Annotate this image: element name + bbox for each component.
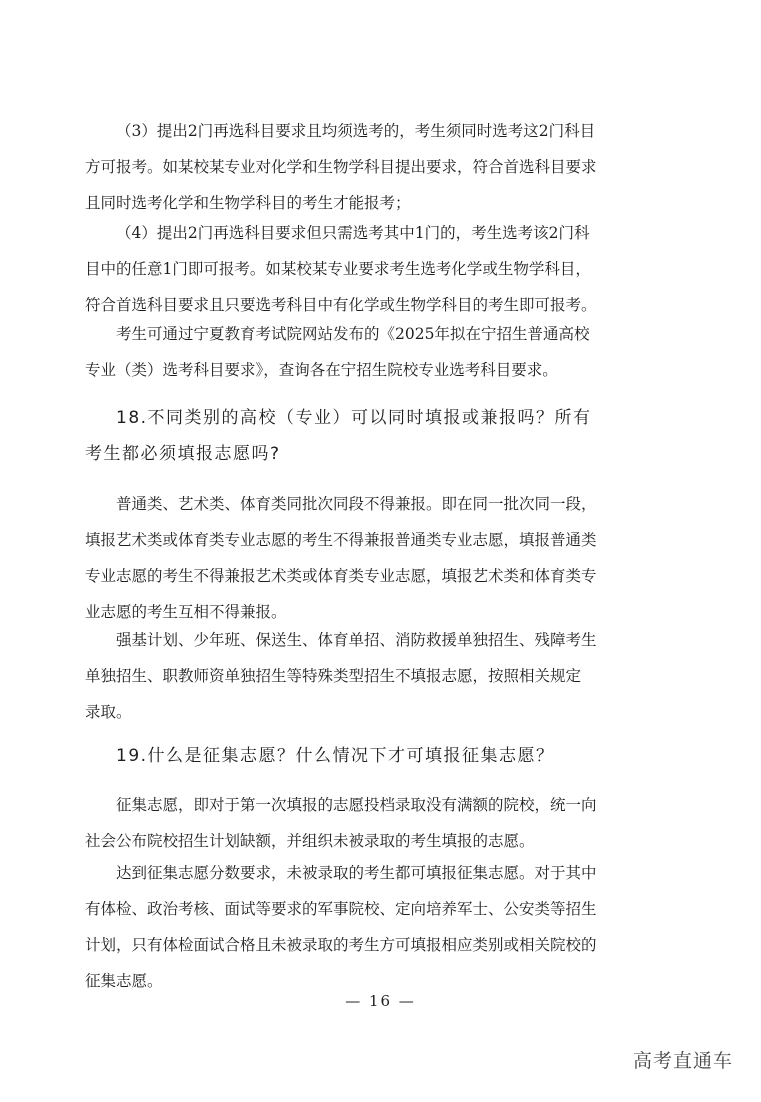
text-line: 普通类、艺术类、体育类同批次同段不得兼报。即在同一批次同一段， bbox=[116, 495, 597, 513]
page-number: — 16 — bbox=[345, 992, 416, 1010]
text-line: 填报艺术类或体育类专业志愿的考生不得兼报普通类专业志愿，填报普通类 bbox=[85, 531, 597, 549]
text-line: 征集志愿，即对于第一次填报的志愿投档录取没有满额的院校，统一向 bbox=[116, 796, 597, 814]
heading-line: 19.什么是征集志愿？什么情况下才可填报征集志愿？ bbox=[116, 746, 555, 766]
heading-line: 18.不同类别的高校（专业）可以同时填报或兼报吗？所有 bbox=[116, 408, 592, 428]
paragraph-query-note bbox=[85, 316, 640, 388]
text-line: 业志愿的考生互相不得兼报。 bbox=[85, 603, 287, 621]
paragraph-item-4 bbox=[85, 215, 640, 323]
text-line: 考生可通过宁夏教育考试院网站发布的《2025年拟在宁招生普通高校 bbox=[116, 325, 590, 343]
text-line: 目中的任意1门即可报考。如某校某专业要求考生选考化学或生物学科目， bbox=[85, 260, 591, 278]
text-line: 计划，只有体检面试合格且未被录取的考生方可填报相应类别或相关院校的 bbox=[85, 936, 597, 954]
text-line: 且同时选考化学和生物学科目的考生才能报考； bbox=[85, 194, 411, 212]
text-line: 单独招生、职教师资单独招生等特殊类型招生不填报志愿，按照相关规定 bbox=[85, 667, 582, 685]
question-heading-18 bbox=[85, 400, 645, 472]
text-line: 征集志愿。 bbox=[85, 972, 163, 990]
paragraph-special-admission bbox=[85, 622, 640, 730]
text-line: 达到征集志愿分数要求，未被录取的考生都可填报征集志愿。对于其中 bbox=[116, 864, 597, 882]
text-line: 符合首选科目要求且只要选考科目中有化学或生物学科目的考生即可报考。 bbox=[85, 296, 597, 314]
paragraph-item-3 bbox=[85, 113, 640, 221]
text-line: （4）提出2门再选科目要求但只需选考其中1门的，考生选考该2门科 bbox=[116, 224, 590, 242]
text-line: 专业（类）选考科目要求》，查询各在宁招生院校专业选考科目要求。 bbox=[85, 361, 558, 379]
text-line: 有体检、政治考核、面试等要求的军事院校、定向培养军士、公安类等招生 bbox=[85, 900, 597, 918]
text-line: 录取。 bbox=[85, 703, 132, 721]
paragraph-supplementary-definition bbox=[85, 787, 640, 859]
paragraph-supplementary-eligibility bbox=[85, 855, 640, 999]
question-heading-19 bbox=[85, 738, 645, 774]
text-line: 方可报考。如某校某专业对化学和生物学科目提出要求，符合首选科目要求 bbox=[85, 158, 597, 176]
text-line: （3）提出2门再选科目要求且均须选考的，考生须同时选考这2门科目 bbox=[116, 122, 596, 140]
text-line: 强基计划、少年班、保送生、体育单招、消防救援单独招生、残障考生 bbox=[116, 631, 597, 649]
watermark-text: 高考直通车 bbox=[632, 1050, 733, 1072]
paragraph-concurrent-rules bbox=[85, 486, 640, 630]
text-line: 社会公布院校招生计划缺额，并组织未被录取的考生填报的志愿。 bbox=[85, 832, 535, 850]
text-line: 专业志愿的考生不得兼报艺术类或体育类专业志愿，填报艺术类和体育类专 bbox=[85, 567, 597, 585]
heading-line: 考生都必须填报志愿吗? bbox=[85, 444, 281, 464]
